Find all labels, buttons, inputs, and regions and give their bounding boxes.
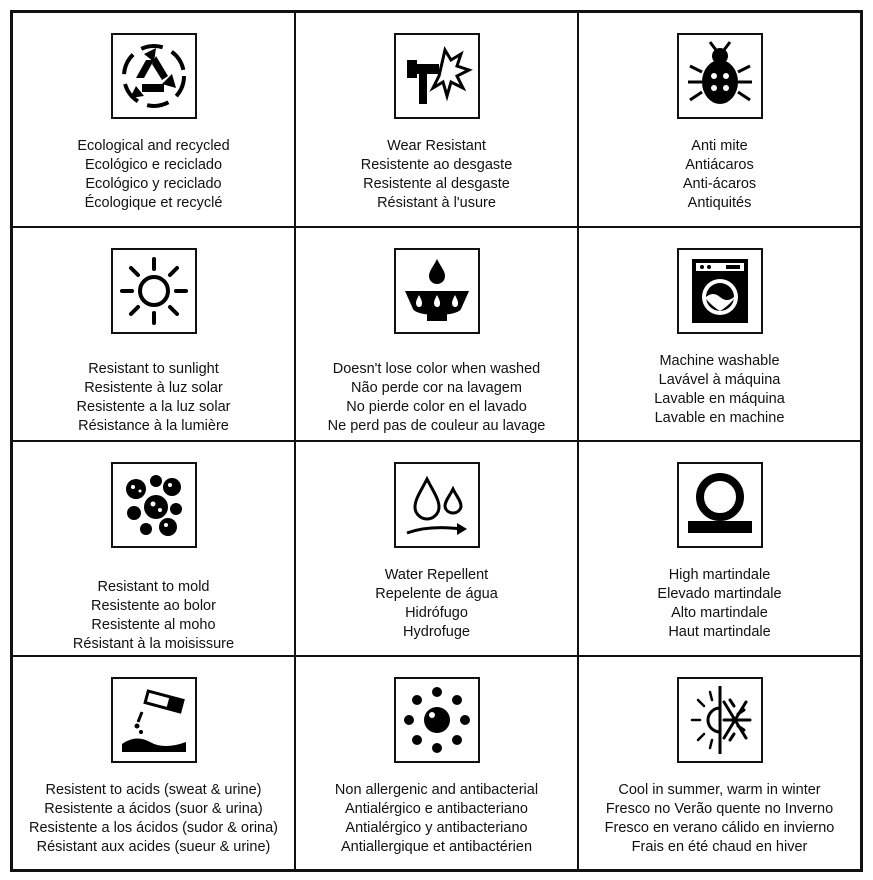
- caption-en: Machine washable: [659, 352, 780, 369]
- caption-en: Water Repellent: [384, 567, 489, 583]
- feature-cell-thermal: [578, 656, 861, 871]
- caption-fr: Écologique et recyclé: [84, 195, 223, 211]
- caption-es: Fresco en verano cálido en invierno: [604, 819, 835, 836]
- caption-pt: Fresco no Verão quente no Inverno: [605, 800, 834, 817]
- martindale-ring-icon: [677, 462, 763, 548]
- caption-es: Antialérgico y antibacteriano: [345, 819, 528, 836]
- caption-es: Resistente a los ácidos (sudor & orina): [28, 819, 279, 836]
- caption-fr: Résistance à la lumière: [78, 417, 229, 434]
- mite-bug-icon: [677, 33, 763, 119]
- caption-fr: Résistant à la moisissure: [72, 636, 235, 652]
- caption-es: Hidrófugo: [405, 605, 468, 621]
- caption-pt: Resistente ao bolor: [91, 598, 216, 614]
- caption-fr: Antiallergique et antibactérien: [340, 838, 533, 855]
- recycle-icon: [111, 33, 197, 119]
- caption-es: No pierde color en el lavado: [346, 398, 527, 415]
- caption-pt: Lavável à máquina: [658, 371, 781, 388]
- hammer-impact-icon: [394, 33, 480, 119]
- caption-es: Resistente a la luz solar: [76, 398, 231, 415]
- feature-cell-wear-resistant: [295, 12, 578, 227]
- caption-es: Ecológico y reciclado: [85, 176, 222, 192]
- washing-machine-icon: [677, 248, 763, 334]
- caption-pt: Resistente à luz solar: [84, 379, 223, 396]
- feature-cell-martindale: [578, 441, 861, 656]
- caption-en: Ecological and recycled: [77, 138, 230, 154]
- acid-test-tube-icon: [111, 677, 197, 763]
- feature-cell-acids: [12, 656, 295, 871]
- sun-snowflake-icon: [677, 677, 763, 763]
- caption-fr: Frais en été chaud en hiver: [631, 838, 808, 855]
- caption-en: Non allergenic and antibacterial: [334, 781, 539, 798]
- caption-pt: Antiácaros: [685, 157, 754, 173]
- feature-cell-anti-mite: [578, 12, 861, 227]
- caption-en: Resistant to mold: [97, 579, 210, 595]
- feature-cell-sunlight: [12, 227, 295, 442]
- caption-es: Alto martindale: [671, 605, 768, 621]
- caption-es: Resistente al moho: [91, 617, 216, 633]
- caption-pt: Elevado martindale: [657, 586, 782, 602]
- caption-en: Resistant to sunlight: [88, 360, 219, 377]
- caption-fr: Antiquités: [687, 195, 752, 211]
- sun-icon: [111, 248, 197, 334]
- feature-cell-machine-washable: [578, 227, 861, 442]
- caption-en: Wear Resistant: [387, 138, 486, 154]
- caption-pt: Antialérgico e antibacteriano: [345, 800, 528, 817]
- caption-en: Cool in summer, warm in winter: [618, 781, 821, 798]
- caption-fr: Lavable en machine: [654, 409, 785, 426]
- caption-en: High martindale: [668, 567, 771, 583]
- caption-pt: Não perde cor na lavagem: [351, 379, 522, 396]
- caption-fr: Hydrofuge: [403, 624, 470, 640]
- caption-pt: Repelente de água: [375, 586, 498, 602]
- feature-cell-mold: [12, 441, 295, 656]
- caption-en: Doesn't lose color when washed: [332, 360, 541, 377]
- germ-cells-icon: [394, 677, 480, 763]
- caption-es: Lavable en máquina: [654, 390, 785, 407]
- caption-en: Anti mite: [691, 138, 748, 154]
- caption-fr: Résistant à l'usure: [377, 195, 496, 211]
- feature-cell-water-repellent: [295, 441, 578, 656]
- caption-pt: Ecológico e reciclado: [84, 157, 223, 173]
- feature-cell-recycled: [12, 12, 295, 227]
- mold-spores-icon: [111, 462, 197, 548]
- caption-en: Resistent to acids (sweat & urine): [45, 781, 262, 798]
- caption-pt: Resistente ao desgaste: [360, 157, 513, 173]
- caption-fr: Ne perd pas de couleur au lavage: [327, 417, 546, 434]
- caption-es: Resistente al desgaste: [363, 176, 510, 192]
- caption-fr: Résistant aux acides (sueur & urine): [36, 838, 271, 855]
- feature-cell-colorfast: [295, 227, 578, 442]
- caption-pt: Resistente a ácidos (suor & urina): [44, 800, 263, 817]
- caption-es: Anti-ácaros: [682, 176, 757, 192]
- water-drops-icon: [394, 462, 480, 548]
- feature-grid: [10, 10, 863, 872]
- feature-cell-antibacterial: [295, 656, 578, 871]
- dye-bowl-icon: [394, 248, 480, 334]
- caption-fr: Haut martindale: [668, 624, 771, 640]
